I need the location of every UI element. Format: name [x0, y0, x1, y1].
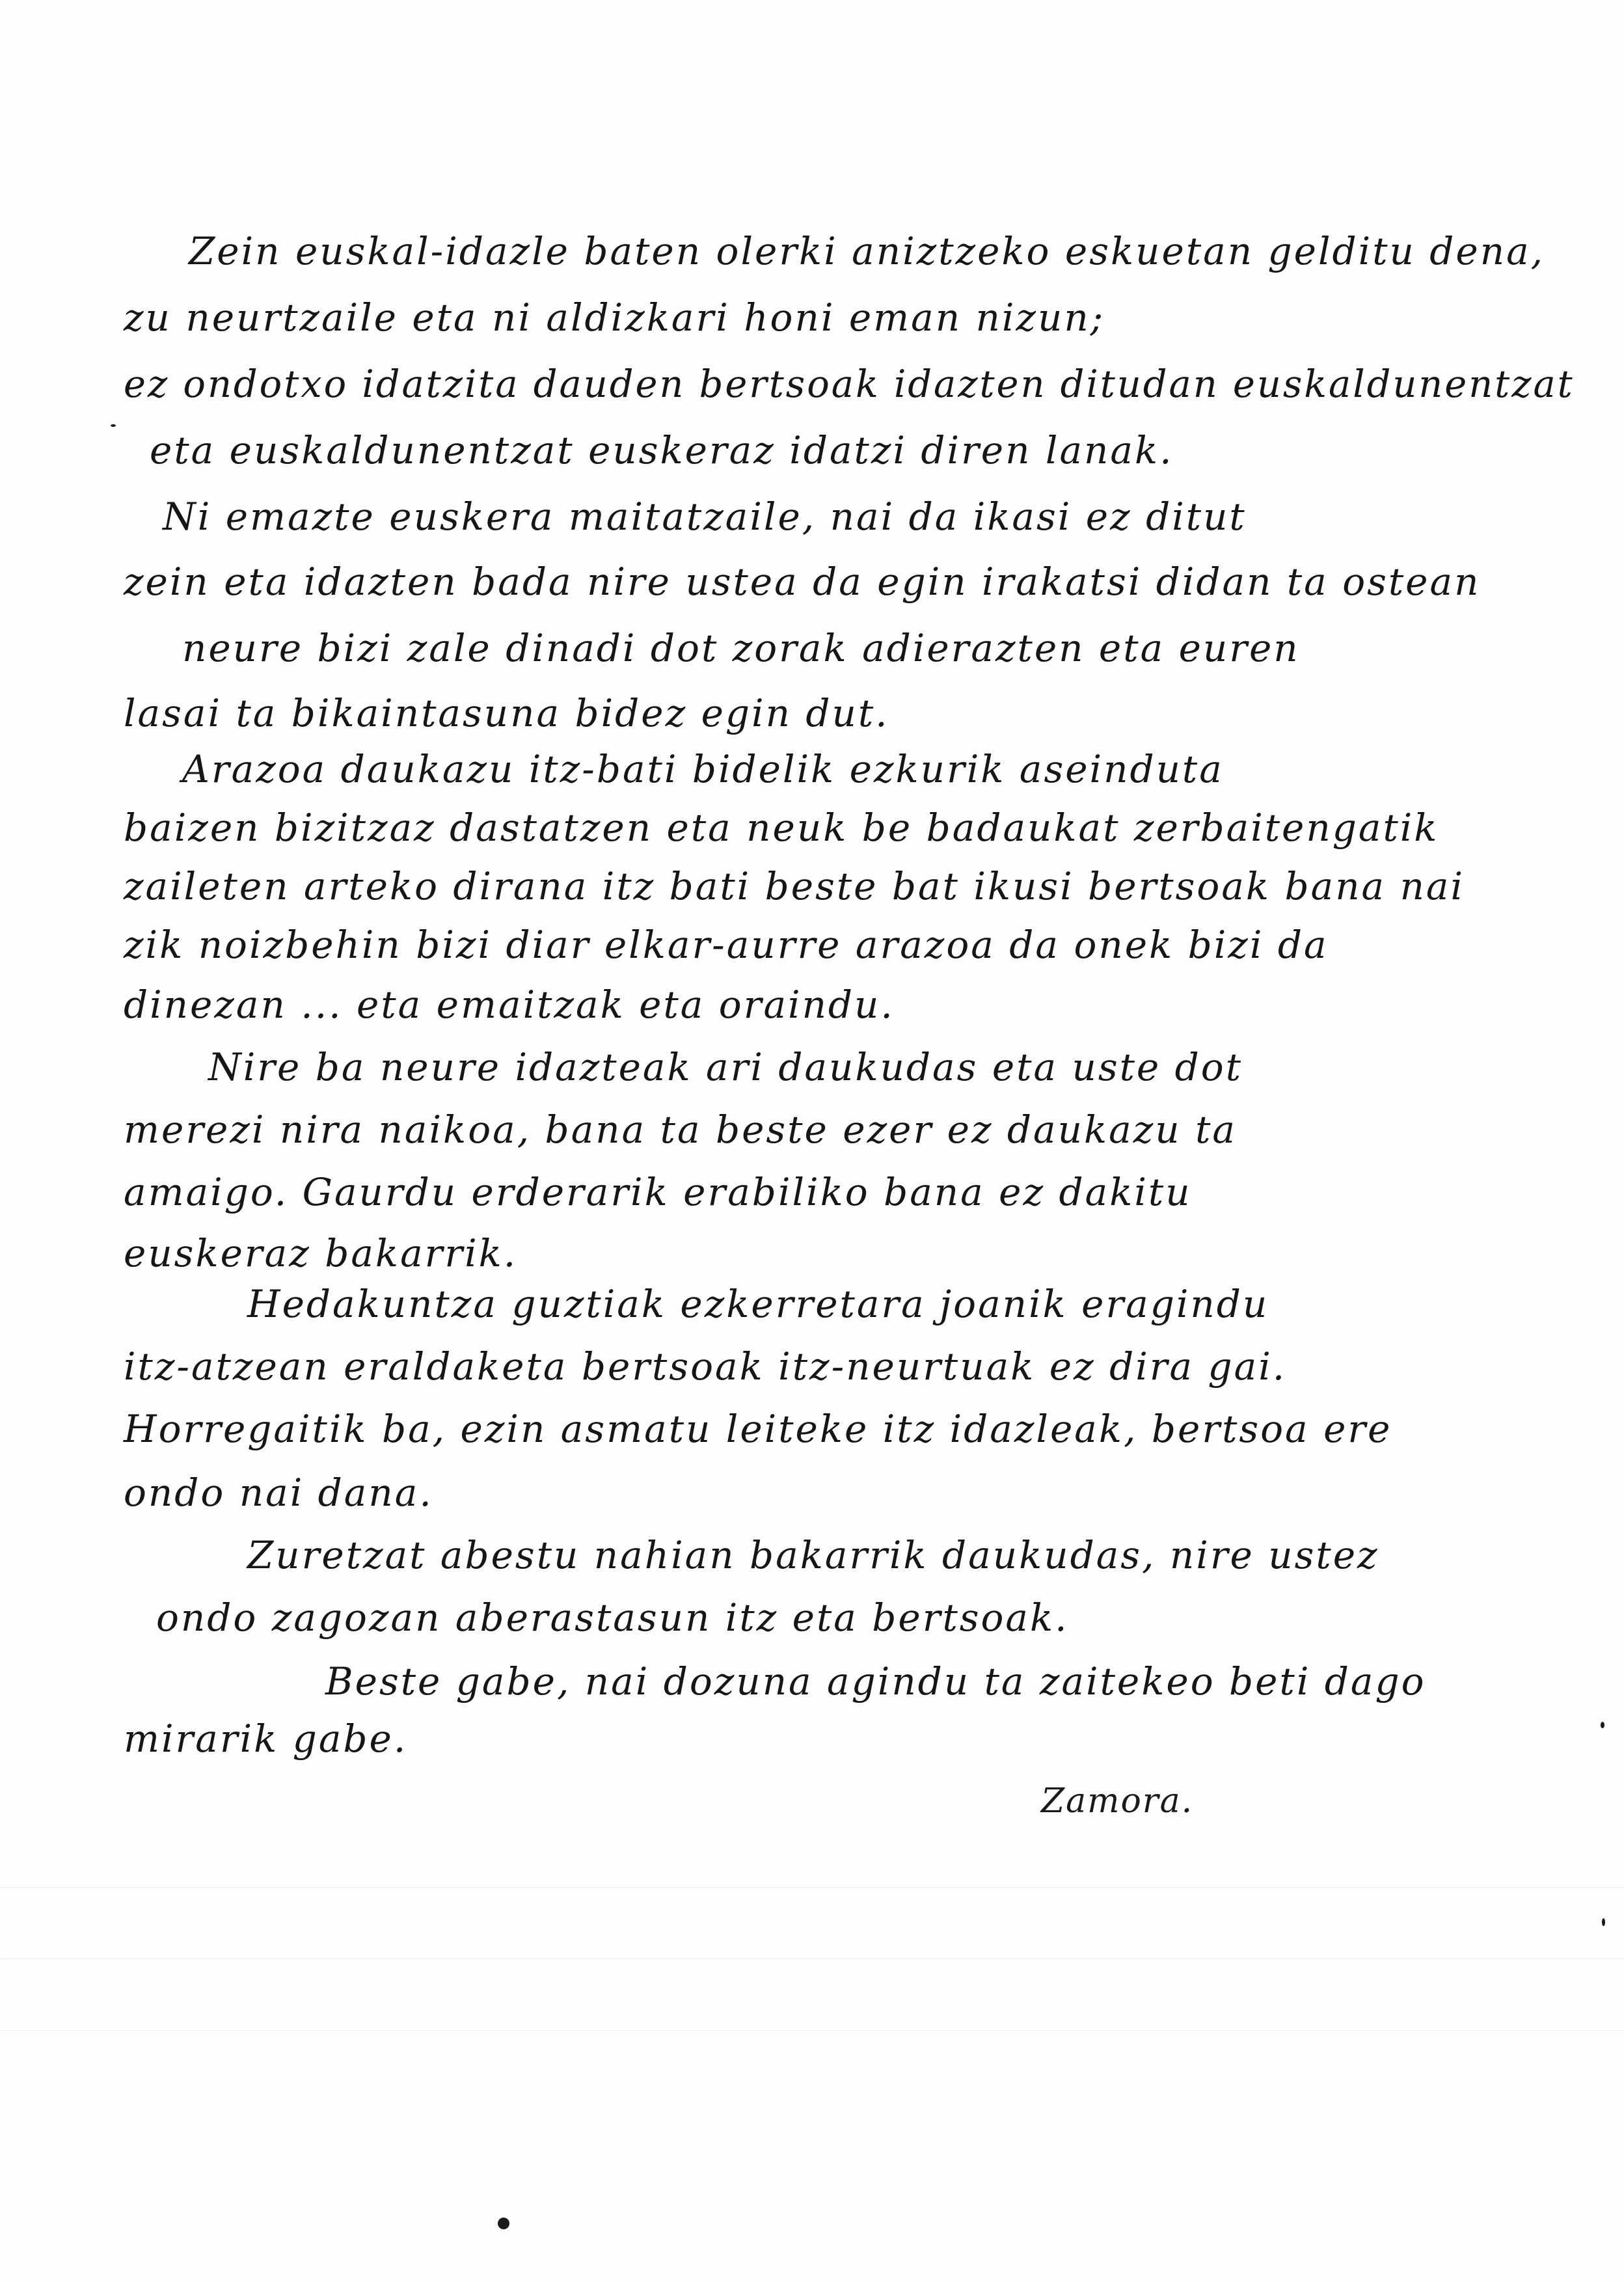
- letter-line: Beste gabe, nai dozuna agindu ta zaitekeo beti dago: [325, 1659, 1426, 1704]
- signature: Zamora.: [1041, 1782, 1194, 1821]
- letter-line: itz-atzean eraldaketa bertsoak itz-neurtuak ez dira gai.: [124, 1344, 1287, 1389]
- letter-line: amaigo. Gaurdu erderarik erabiliko bana ez dakitu: [124, 1170, 1192, 1214]
- letter-line: ondo zagozan aberastasun itz eta bertsoak.: [156, 1596, 1069, 1640]
- letter-line: eta euskaldunentzat euskeraz idatzi diren lanak.: [150, 428, 1174, 472]
- letter-line: Hedakuntza guztiak ezkerretara joanik eragindu: [247, 1282, 1269, 1326]
- letter-line: merezi nira naikoa, bana ta beste ezer ez daukazu ta: [124, 1107, 1237, 1152]
- letter-line: dinezan ... eta emaitzak eta oraindu.: [124, 983, 895, 1027]
- letter-line: zein eta idazten bada nire ustea da egin irakatsi didan ta ostean: [124, 560, 1481, 604]
- letter-line: Arazoa daukazu itz-bati bidelik ezkurik aseinduta: [182, 747, 1224, 791]
- letter-line: mirarik gabe.: [124, 1717, 408, 1761]
- letter-line: Zuretzat abestu nahian bakarrik daukudas, nire ustez: [247, 1533, 1379, 1577]
- faint-rule: [0, 2030, 1624, 2031]
- faint-rule: [0, 1887, 1624, 1888]
- ink-speck: [498, 2218, 509, 2229]
- ink-speck: [1602, 1918, 1605, 1926]
- letter-line: euskeraz bakarrik.: [124, 1231, 518, 1275]
- letter-line: lasai ta bikaintasuna bidez egin dut.: [124, 691, 889, 735]
- ink-speck: [111, 424, 116, 427]
- letter-line: baizen bizitzaz dastatzen eta neuk be badaukat zerbaitengatik: [124, 806, 1439, 850]
- letter-line: neure bizi zale dinadi dot zorak adierazten eta euren: [182, 626, 1300, 670]
- letter-line: zaileten arteko dirana itz bati beste bat ikusi bertsoak bana nai: [124, 864, 1465, 908]
- letter-line: Horregaitik ba, ezin asmatu leiteke itz idazleak, bertsoa ere: [124, 1407, 1392, 1451]
- letter-line: zu neurtzaile eta ni aldizkari honi eman nizun;: [124, 295, 1105, 340]
- letter-line: Nire ba neure idazteak ari daukudas eta uste dot: [208, 1045, 1243, 1089]
- letter-line: ondo nai dana.: [124, 1471, 433, 1515]
- letter-line: Ni emazte euskera maitatzaile, nai da ikasi ez ditut: [163, 495, 1247, 539]
- ink-speck: [1601, 1722, 1604, 1728]
- letter-line: Zein euskal-idazle baten olerki aniztzeko eskuetan gelditu dena,: [189, 229, 1545, 273]
- letter-line: ez ondotxo idatzita dauden bertsoak idazten ditudan euskaldunentzat: [124, 362, 1575, 406]
- letter-line: zik noizbehin bizi diar elkar-aurre arazoa da onek bizi da: [124, 923, 1329, 967]
